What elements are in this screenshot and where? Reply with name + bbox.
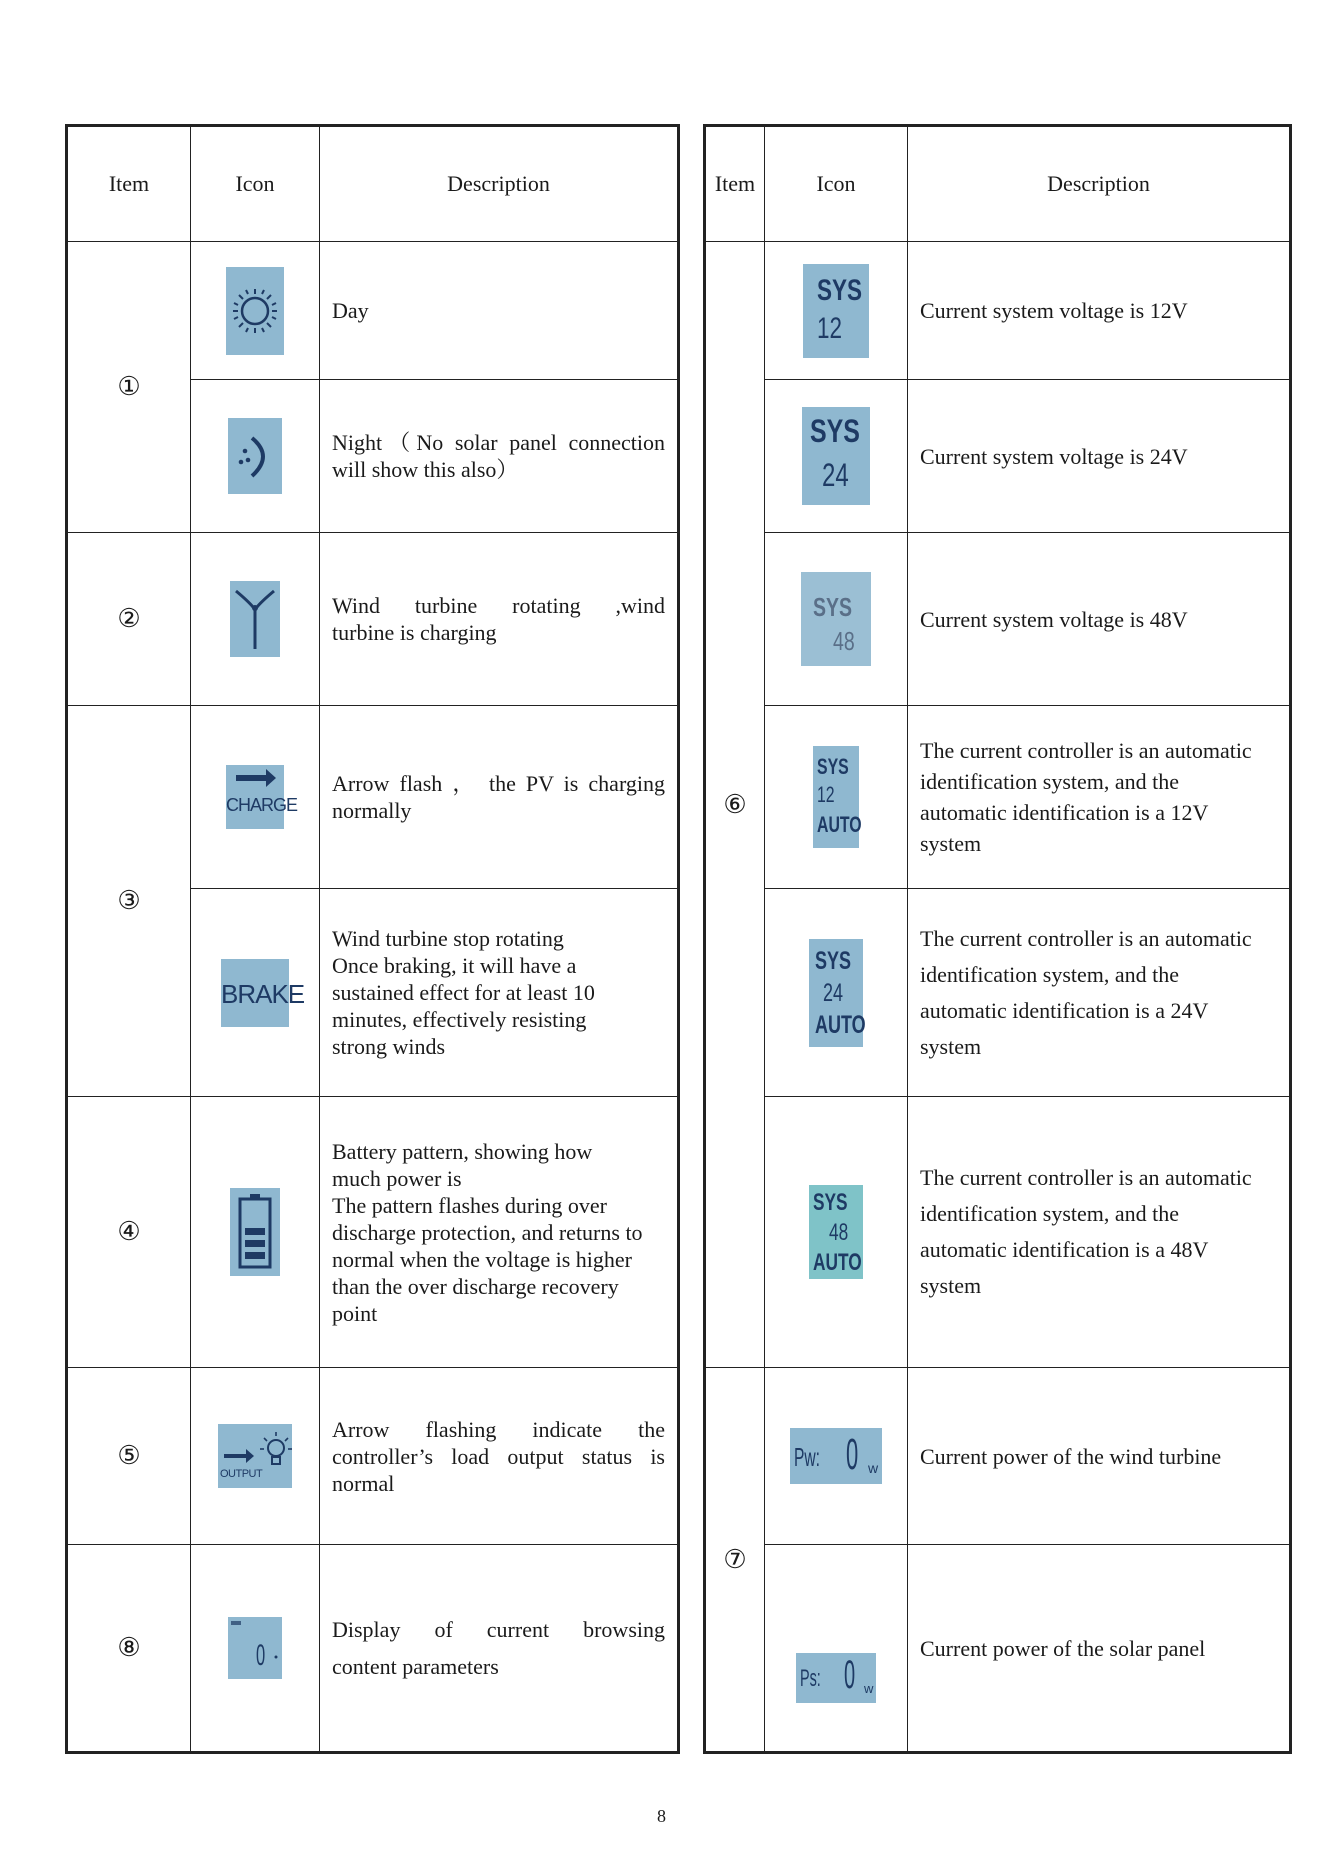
table-row: [67, 1545, 679, 1753]
voltage-label: 24: [823, 978, 844, 1007]
desc-line: system: [920, 831, 982, 856]
sys-label: SYS: [813, 592, 853, 622]
item-number: ①: [67, 242, 191, 533]
item-number: ⑧: [67, 1545, 191, 1753]
desc-line: content parameters: [332, 1654, 499, 1679]
description-load-output: [320, 1368, 679, 1545]
sys-48-icon: [801, 572, 871, 666]
desc-line: identification system, and the: [920, 961, 1180, 987]
item-number: ⑥: [705, 242, 765, 1368]
moon-icon: [228, 418, 282, 494]
sys-24-icon: [802, 407, 870, 505]
solar-power-icon: [796, 1653, 876, 1703]
table-row: [705, 889, 1291, 1097]
table-row: [705, 242, 1291, 380]
desc-line: than the over discharge recovery: [332, 1273, 619, 1299]
description-sys-12-auto: [908, 706, 1291, 889]
browse-display-digit: 0: [256, 1639, 266, 1672]
header-icon: Icon: [191, 126, 320, 242]
desc-line: Arrow flashing indicate the: [332, 1416, 665, 1442]
table-row: [705, 380, 1291, 533]
table-header-row: [705, 126, 1291, 242]
page-number: 8: [657, 1806, 666, 1826]
desc-line: system: [920, 1033, 982, 1059]
description-sys-48-auto: [908, 1097, 1291, 1368]
description-sys-24-auto: [908, 889, 1291, 1097]
desc-line: system: [920, 1273, 982, 1298]
sys-24-auto-icon: [809, 939, 866, 1047]
desc-line: normal: [332, 1470, 395, 1496]
item-number: ⑤: [67, 1368, 191, 1545]
sys-label: SYS: [817, 273, 863, 307]
desc-line: automatic identification is a 48V: [920, 1237, 1209, 1262]
sys-label: SYS: [810, 413, 860, 449]
table-row: [67, 1368, 679, 1545]
description-sys-24: Current system voltage is 24V: [908, 380, 1291, 533]
sys-label: SYS: [813, 1189, 848, 1216]
sun-icon: [226, 267, 284, 355]
brake-icon-label: BRAKE: [221, 978, 305, 1009]
desc-line: identification system, and the: [920, 1201, 1180, 1226]
desc-line: Wind turbine stop rotating: [332, 926, 564, 951]
description-brake: [320, 889, 679, 1097]
desc-line: Battery pattern, showing how: [332, 1138, 593, 1164]
description-pv-charging: [320, 706, 679, 889]
header-item: Item: [67, 126, 191, 242]
left-icon-table: [65, 124, 680, 1754]
desc-line: much power is: [332, 1165, 462, 1191]
sys-label: SYS: [817, 754, 849, 779]
charge-icon: [226, 765, 298, 829]
description-sys-48: Current system voltage is 48V: [908, 533, 1291, 706]
voltage-label: 12: [817, 311, 843, 345]
right-icon-table: [703, 124, 1292, 1754]
table-row: [67, 533, 679, 706]
desc-line: The current controller is an automatic: [920, 1165, 1252, 1190]
table-row: [705, 1368, 1291, 1545]
desc-line: minutes, effectively resisting: [332, 1007, 587, 1032]
desc-line: normal when the voltage is higher: [332, 1246, 632, 1272]
desc-line: controller’s load output status is: [332, 1443, 665, 1469]
desc-line: Display of current browsing: [332, 1617, 665, 1642]
charge-icon-label: CHARGE: [226, 795, 298, 815]
desc-line: identification system, and the: [920, 769, 1180, 794]
header-description: Description: [908, 126, 1291, 242]
desc-line: automatic identification is a 24V: [920, 997, 1209, 1023]
header-item: Item: [705, 126, 765, 242]
desc-line: The current controller is an automatic: [920, 738, 1252, 763]
power-unit: w: [864, 1681, 874, 1696]
description-wind-charging: [320, 533, 679, 706]
desc-line: strong winds: [332, 1034, 446, 1059]
item-number: ⑦: [705, 1368, 765, 1753]
table-row: [67, 706, 679, 889]
table-row: [67, 1097, 679, 1368]
desc-line: The current controller is an automatic: [920, 925, 1252, 951]
power-prefix: Pw:: [794, 1442, 821, 1472]
description-night: [320, 380, 679, 533]
output-icon-label: OUTPUT: [220, 1468, 263, 1480]
desc-line: turbine is charging: [332, 620, 497, 645]
desc-line: point: [332, 1300, 378, 1326]
sys-12-icon: [803, 264, 869, 358]
output-icon: [218, 1424, 292, 1488]
description-wind-power: Current power of the wind turbine: [908, 1368, 1291, 1545]
table-header-row: [67, 126, 679, 242]
auto-label: AUTO: [813, 1249, 862, 1276]
table-row: [705, 1545, 1291, 1753]
voltage-label: 24: [822, 457, 849, 493]
wind-turbine-icon: [230, 581, 280, 657]
sys-48-auto-icon: [809, 1185, 863, 1279]
desc-line: discharge protection, and returns to: [332, 1219, 643, 1245]
header-description: Description: [320, 126, 679, 242]
item-number: ③: [67, 706, 191, 1097]
desc-line: The pattern flashes during over: [332, 1192, 607, 1218]
desc-line: Wind turbine rotating ,wind: [332, 593, 665, 618]
desc-line: Night（No solar panel connection: [332, 430, 665, 455]
power-prefix: Ps:: [800, 1665, 821, 1692]
table-row: [705, 533, 1291, 706]
description-battery: [320, 1097, 679, 1368]
item-number: ④: [67, 1097, 191, 1368]
header-icon: Icon: [765, 126, 908, 242]
voltage-label: 48: [829, 1219, 849, 1246]
desc-line: automatic identification is a 12V: [920, 800, 1209, 825]
power-digit: 0: [846, 1430, 859, 1479]
item-number: ②: [67, 533, 191, 706]
desc-line: Once braking, it will have a: [332, 953, 577, 978]
auto-label: AUTO: [817, 812, 862, 837]
battery-icon: [230, 1188, 280, 1276]
table-row: [67, 242, 679, 380]
table-row: [705, 706, 1291, 889]
power-unit: w: [868, 1460, 879, 1476]
desc-line: Arrow flash ， the PV is charging: [332, 771, 665, 796]
brake-icon: [221, 959, 305, 1027]
wind-power-icon: [790, 1428, 882, 1484]
sys-label: SYS: [815, 946, 852, 975]
sys-12-auto-icon: [813, 746, 862, 848]
voltage-label: 48: [833, 626, 855, 656]
voltage-label: 12: [817, 782, 835, 807]
desc-line: normally: [332, 798, 412, 823]
description-sys-12: Current system voltage is 12V: [908, 242, 1291, 380]
power-digit: 0: [844, 1653, 856, 1697]
table-row: [705, 1097, 1291, 1368]
description-day: Day: [320, 242, 679, 380]
description-solar-power: Current power of the solar panel: [908, 1545, 1291, 1753]
browse-display-icon: [228, 1617, 282, 1679]
auto-label: AUTO: [815, 1010, 866, 1039]
desc-line: will show this also）: [332, 457, 519, 482]
description-browse: [320, 1545, 679, 1753]
desc-line: sustained effect for at least 10: [332, 980, 595, 1005]
